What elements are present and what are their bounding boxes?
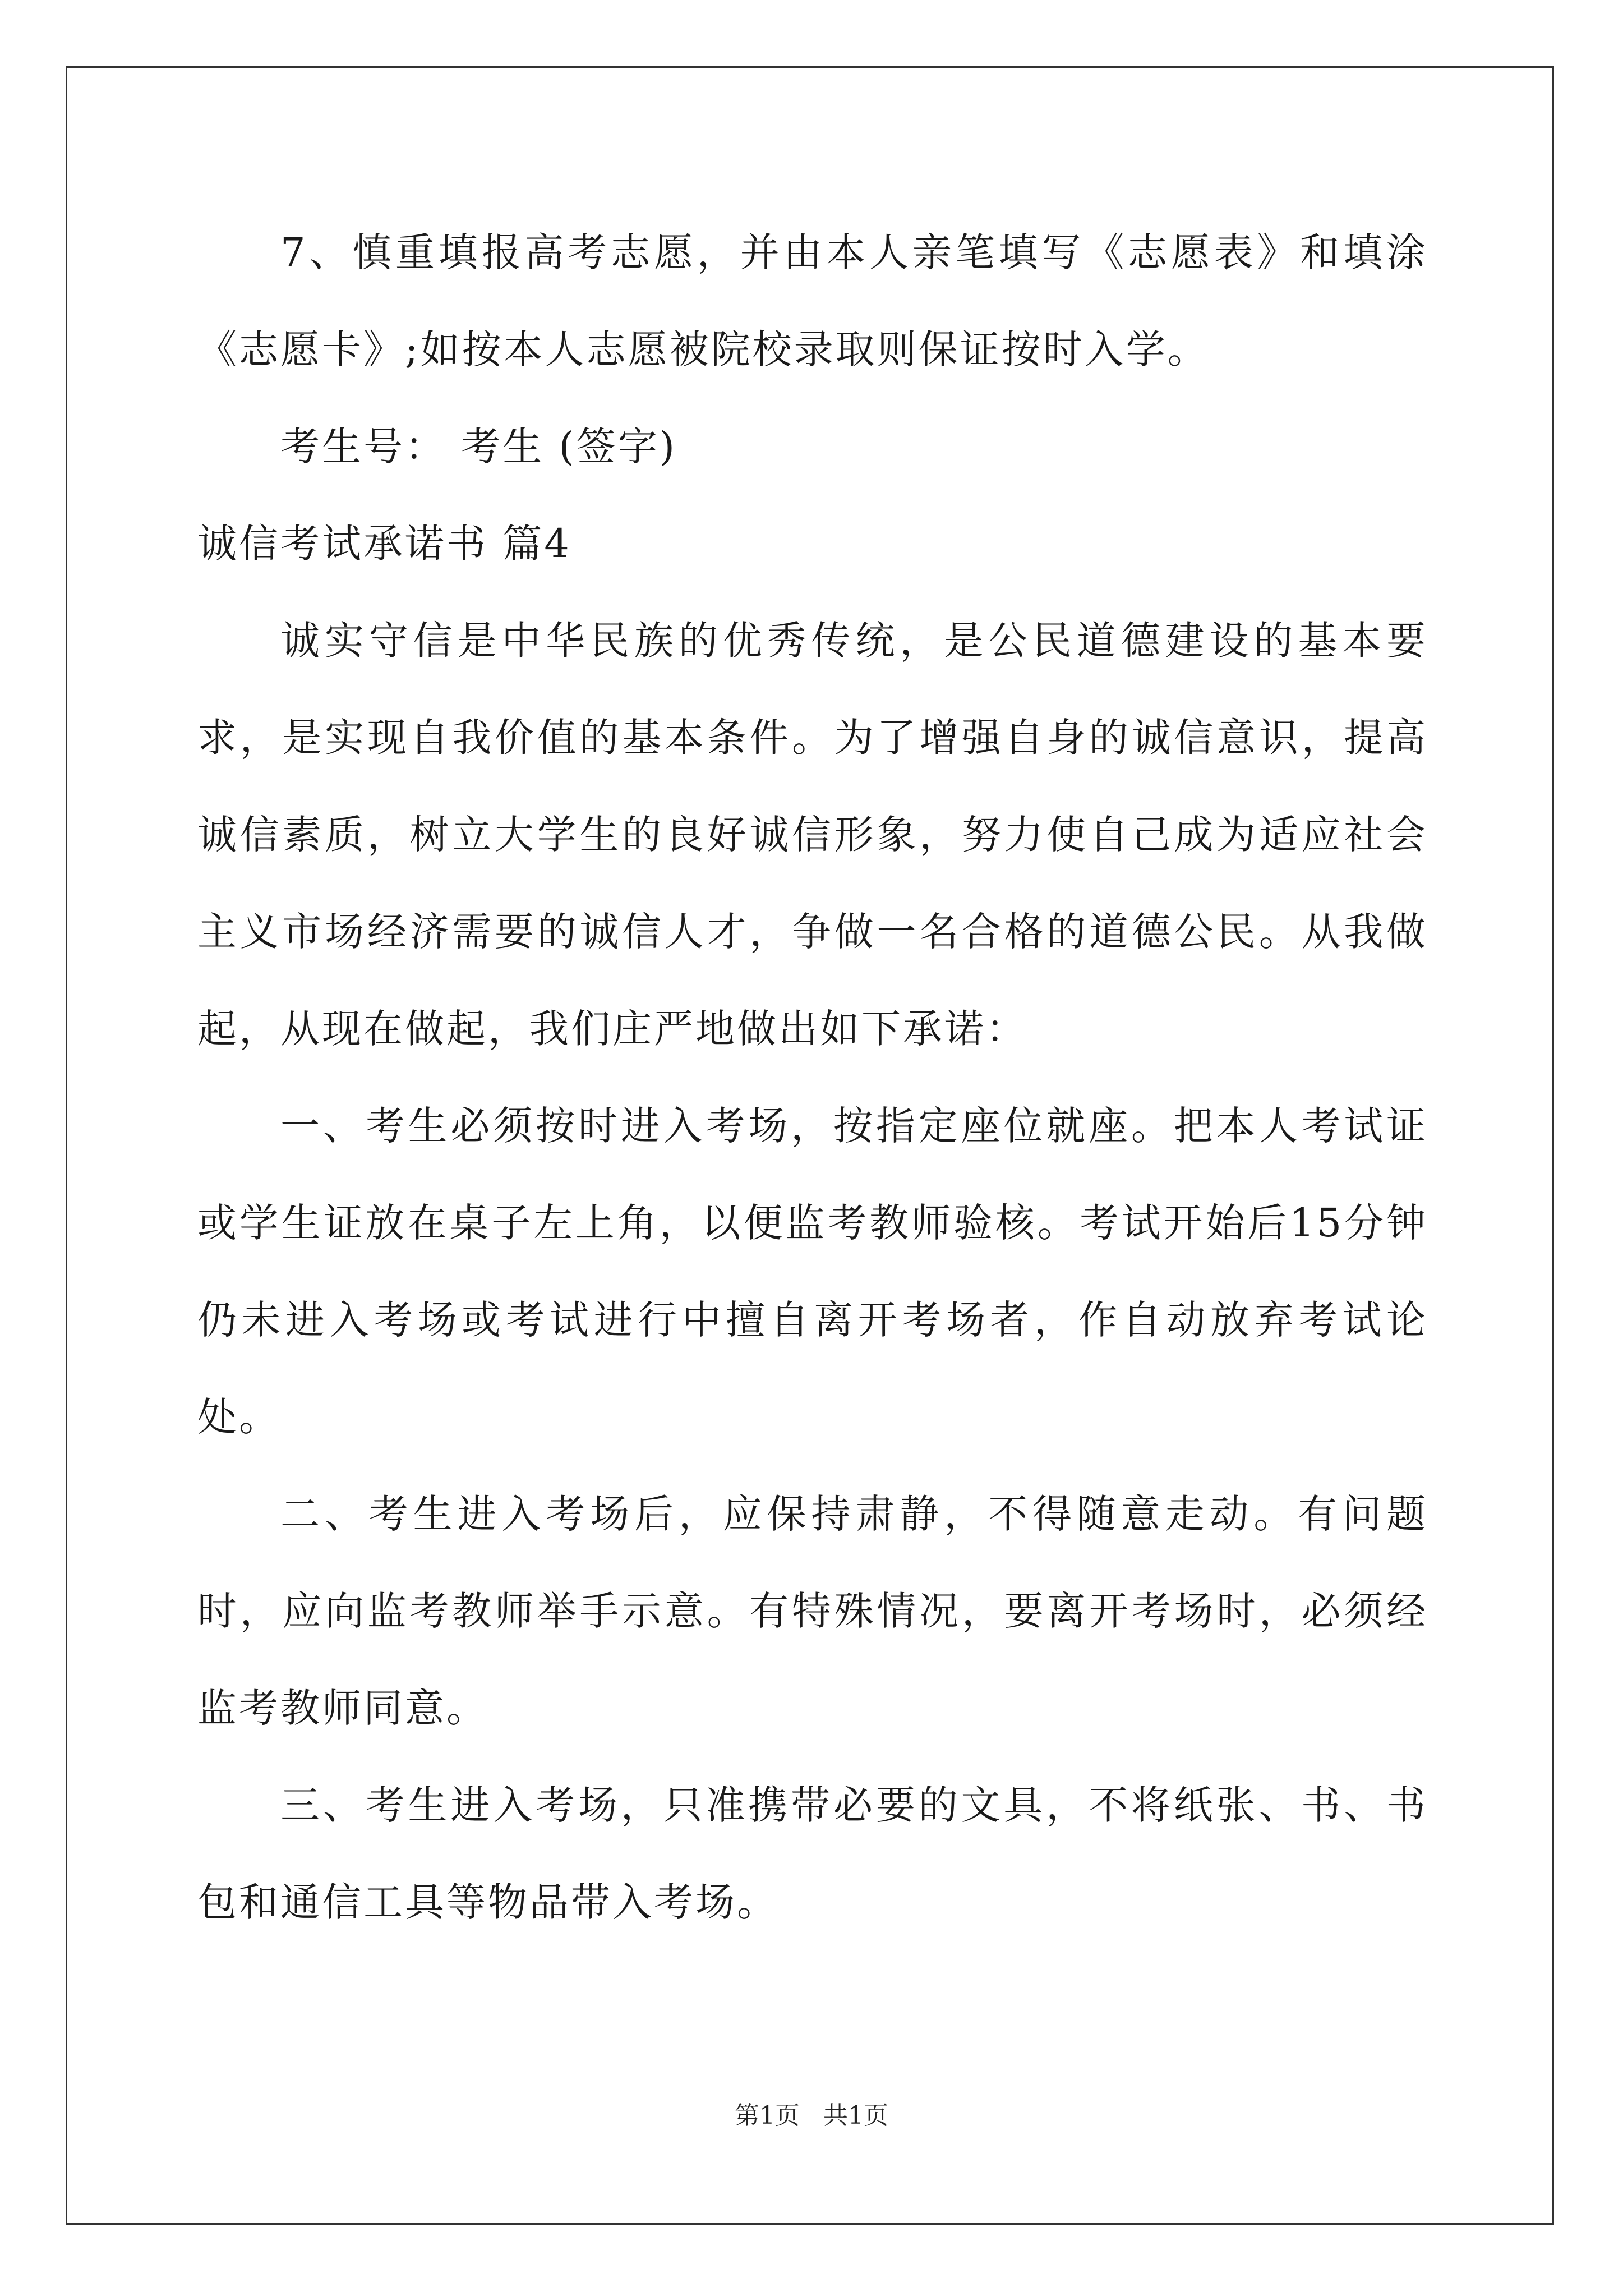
rule-paragraph-1: 一、考生必须按时进入考场，按指定座位就座。把本人考试证或学生证放在桌子左上角，以便监考教师验核。考试开始后15分钟仍未进入考场或考试进行中擅自离开考场者，作自动放弃考试论处。 bbox=[197, 1103, 1428, 1440]
page-footer bbox=[0, 2099, 1623, 2133]
section-heading: 诚信考试承诺书 篇4 bbox=[197, 521, 571, 567]
document-body bbox=[197, 204, 1428, 1951]
rule-paragraph-2: 二、考生进入考场后，应保持肃静，不得随意走动。有问题时，应向监考教师举手示意。有特殊情况，要离开考场时，必须经监考教师同意。 bbox=[197, 1491, 1428, 1731]
intro-paragraph: 诚实守信是中华民族的优秀传统，是公民道德建设的基本要求，是实现自我价值的基本条件。为了增强自身的诚信意识，提高诚信素质，树立大学生的良好诚信形象，努力使自己成为适应社会主义市场经济需要的诚信人才，争做一名合格的道德公民。从我做起，从现在做起，我们庄严地做出如下承诺： bbox=[197, 618, 1428, 1052]
page-total: 共1页 bbox=[823, 2101, 888, 2130]
paragraph-item-7: 7、慎重填报高考志愿，并由本人亲笔填写《志愿表》和填涂《志愿卡》;如按本人志愿被院校录取则保证按时入学。 bbox=[197, 229, 1428, 372]
signature-line: 考生号： 考生 (签字) bbox=[280, 424, 677, 470]
rule-paragraph-3: 三、考生进入考场，只准携带必要的文具，不将纸张、书、书包和通信工具等物品带入考场。 bbox=[197, 1782, 1428, 1925]
page-number: 第1页 bbox=[735, 2101, 800, 2130]
